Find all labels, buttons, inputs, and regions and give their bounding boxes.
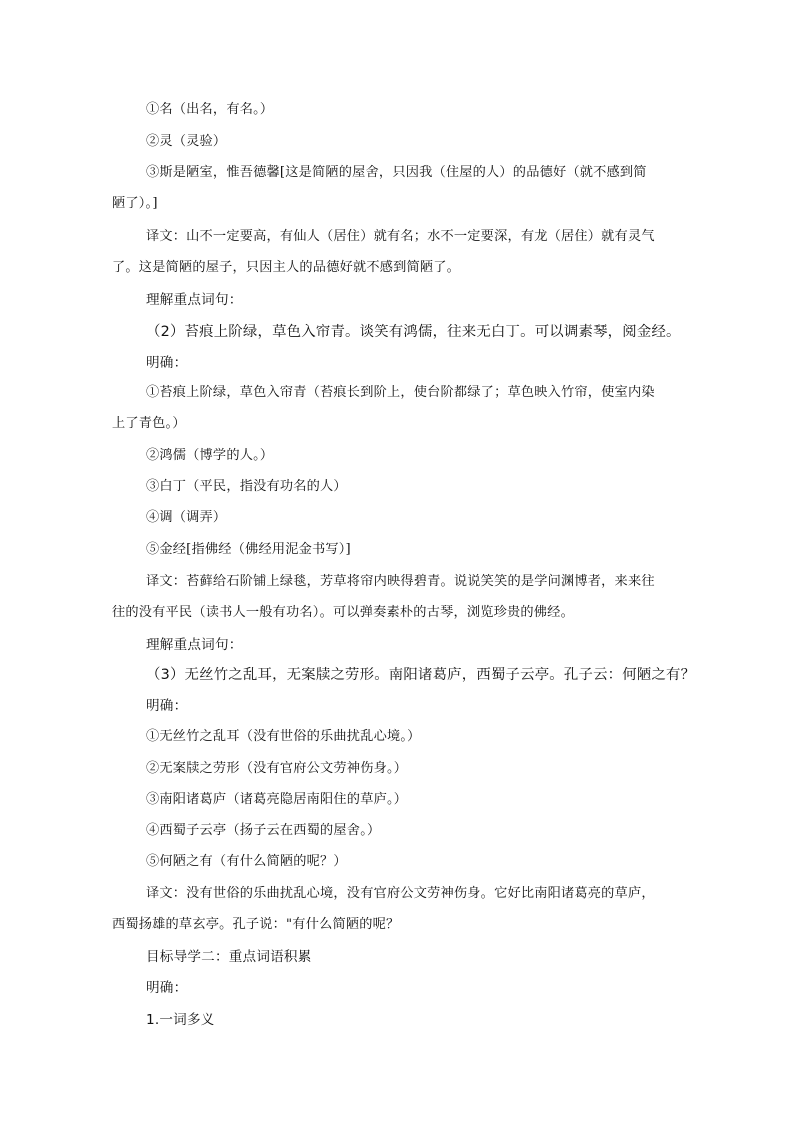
translation-2-line2: 往的没有平民（读书人一般有功名）。可以弹奏素朴的古琴，浏览珍贵的佛经。	[112, 605, 574, 620]
translation-2-line1: 译文：苔藓给石阶铺上绿毯，芳草将帘内映得碧青。说说笑笑的是学问渊博者，来来往	[146, 574, 655, 589]
section-2-heading: 理解重点词句：	[146, 292, 243, 308]
note-helou: ⑤何陋之有（有什么简陋的呢？）	[146, 854, 347, 869]
section-2-quote: （2）苔痕上阶绿，草色入帘青。谈笑有鸿儒，往来无白丁。可以调素琴，阅金经。	[146, 324, 681, 340]
note-baiding: ③白丁（平民，指没有功名的人）	[146, 479, 347, 494]
note-ming: ①名（出名，有名。）	[146, 102, 274, 117]
note-jinjing: ⑤金经[指佛经（佛经用泥金书写）]	[146, 542, 351, 557]
section-4-clarify: 明确：	[146, 980, 188, 996]
note-zhugelu: ③南阳诸葛庐（诸葛亮隐居南阳住的草庐。）	[146, 792, 408, 807]
translation-1-line1: 译文：山不一定要高，有仙人（居住）就有名；水不一定要深，有龙（居住）就有灵气	[146, 229, 655, 244]
note-ziyunting: ④西蜀子云亭（扬子云在西蜀的屋舍。）	[146, 823, 381, 838]
note-tiao: ④调（调弄）	[146, 510, 227, 525]
note-andu: ②无案牍之劳形（没有官府公文劳神伤身。）	[146, 761, 408, 776]
translation-1-line2: 了。这是简陋的屋子，只因主人的品德好就不感到简陋了。	[112, 260, 461, 275]
section-3-heading: 理解重点词句：	[146, 637, 243, 653]
section-4-heading: 目标导学二：重点词语积累	[146, 949, 312, 965]
section-3-clarify: 明确：	[146, 698, 188, 714]
note-taihen-line1: ①苔痕上阶绿，草色入帘青（苔痕长到阶上，使台阶都绿了；草色映入竹帘，使室内染	[146, 385, 655, 400]
note-taihen-line2: 上了青色。）	[112, 416, 186, 431]
section-3-quote: （3）无丝竹之乱耳，无案牍之劳形。南阳诸葛庐，西蜀子云亭。孔子云：何陋之有？	[146, 667, 696, 683]
translation-3-line2: 西蜀扬雄的草玄亭。孔子说："有什么简陋的呢？	[112, 917, 400, 932]
note-ling: ②灵（灵验）	[146, 134, 227, 149]
note-sishilou-line1: ③斯是陋室，惟吾德馨[这是简陋的屋舍，只因我（住屋的人）的品德好（就不感到简	[146, 165, 647, 180]
section-2-clarify: 明确：	[146, 355, 188, 371]
translation-3-line1: 译文：没有世俗的乐曲扰乱心境，没有官府公文劳神伤身。它好比南阳诸葛亮的草庐，	[146, 886, 655, 901]
polysemy-heading: 1.一词多义	[146, 1012, 215, 1028]
note-hongru: ②鸿儒（博学的人。）	[146, 448, 274, 463]
note-sizhu: ①无丝竹之乱耳（没有世俗的乐曲扰乱心境。）	[146, 729, 421, 744]
note-sishilou-line2: 陋了）。]	[112, 196, 158, 211]
